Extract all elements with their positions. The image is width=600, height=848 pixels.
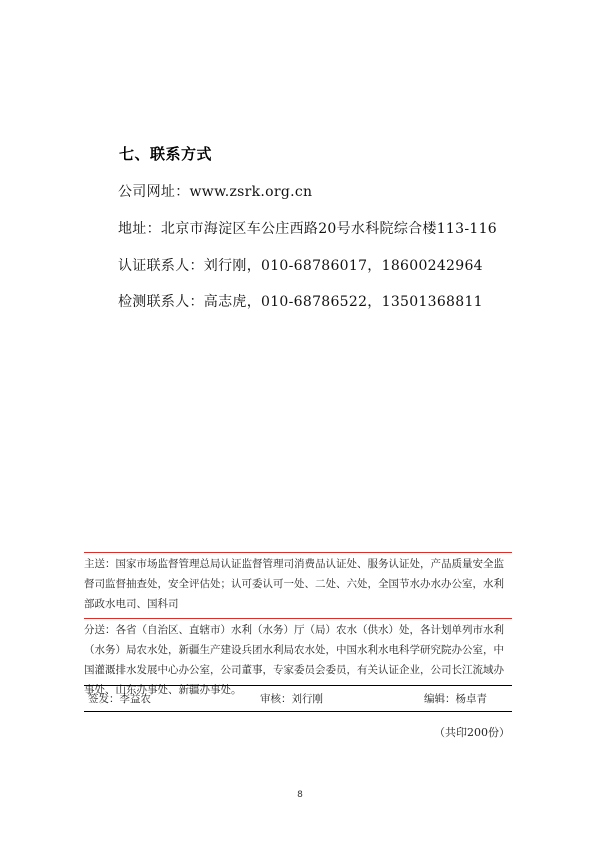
sign-row bbox=[84, 689, 512, 709]
cc-recipients: 分送：各省（自治区、直辖市）水利（水务）厅（局）农水（供水）处，各计划单列市水利（水务）局农水处，新疆生产建设兵团水利局农水处，中国水利水电科学研究院办公室，中国灌溉排水发展中心办公室，公司董事，专家委员会委员，有关认证企业，公司长江流域办事处、山东办事处、新疆办事处。 bbox=[84, 624, 504, 696]
rule-sign-bottom bbox=[84, 711, 512, 712]
rule-middle bbox=[84, 618, 512, 619]
edited-by: 编辑：杨卓青 bbox=[424, 693, 487, 705]
company-website: 公司网址：www.zsrk.org.cn bbox=[118, 184, 313, 200]
company-address: 地址：北京市海淀区车公庄西路20号水科院综合楼113-116 bbox=[118, 221, 497, 237]
section-heading: 七、联系方式 bbox=[119, 145, 213, 163]
main-recipients: 主送：国家市场监督管理总局认证监督管理司消费品认证处、服务认证处，产品质量安全监督司监督抽查处，安全评估处；认可委认可一处、二处、六处，全国节水办水办公室，水利部政水电司、国科司 bbox=[84, 558, 504, 610]
testing-contact: 检测联系人：高志虎，010-68786522，13501368811 bbox=[118, 294, 483, 310]
certification-contact: 认证联系人：刘行刚，010-68786017，18600242964 bbox=[118, 258, 483, 274]
rule-top bbox=[84, 552, 512, 553]
issued-by: 签发：李益农 bbox=[88, 693, 151, 705]
copies-count: （共印200份） bbox=[434, 726, 510, 739]
reviewed-by: 审核：刘行刚 bbox=[260, 693, 323, 705]
page-number: 8 bbox=[297, 790, 303, 800]
rule-sign-top bbox=[84, 685, 512, 686]
